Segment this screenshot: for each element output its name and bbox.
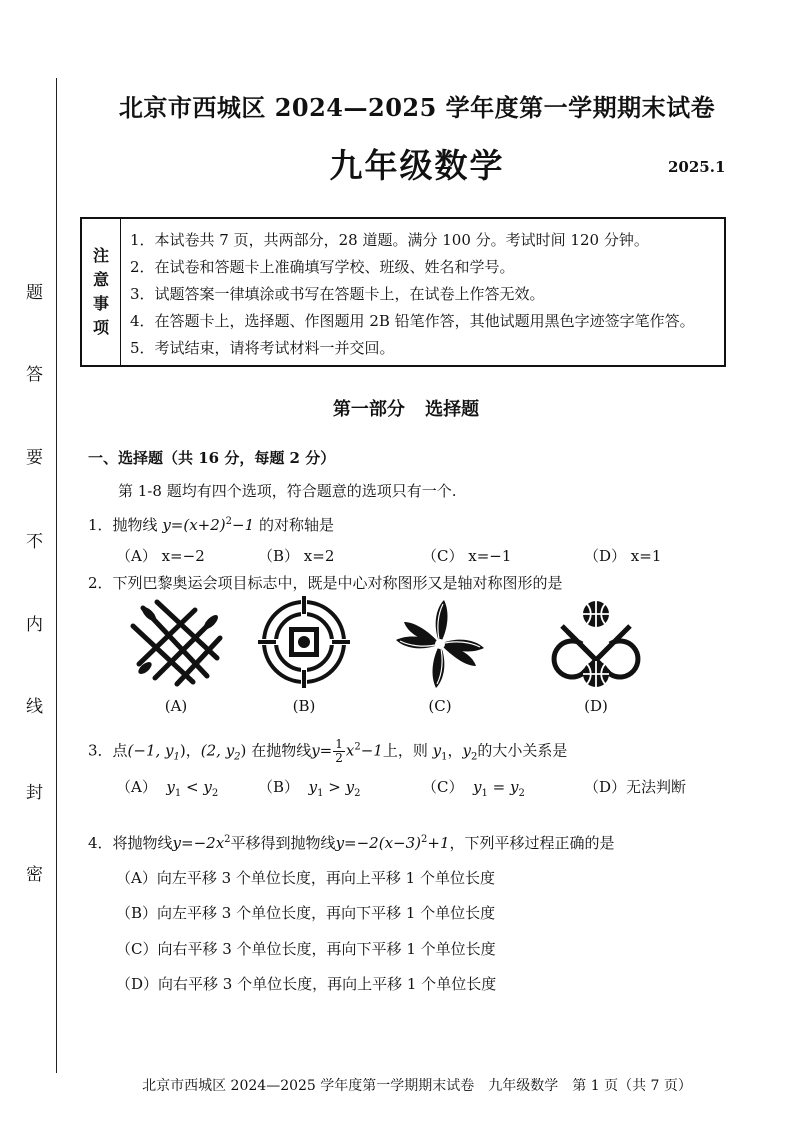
- q3-option-b-relation: >: [328, 778, 341, 796]
- q4-prefix: 4．将抛物线: [88, 834, 173, 852]
- q4-expr2: y=−2(x−3): [335, 834, 421, 852]
- q1-option-d: （D） x=1: [584, 547, 662, 565]
- sidebar-char: 不: [26, 532, 43, 552]
- q3-option-a-y1: y: [166, 778, 175, 796]
- question-1: [88, 514, 334, 535]
- notice-item: 5．考试结束，请将考试材料一并交回。: [130, 339, 395, 357]
- q4-expr2-exp: 2: [421, 834, 428, 845]
- q1-option-c: （C） x=−1: [422, 547, 512, 565]
- q3-y1-sub: 1: [441, 751, 448, 763]
- section-title: 第一部分 选择题: [332, 399, 480, 420]
- q4-option-a: （A）向左平移 3 个单位长度，再向上平移 1 个单位长度: [116, 869, 495, 887]
- q3-option-a-y2-sub: 2: [211, 788, 219, 799]
- q3-y1: y: [432, 741, 442, 760]
- q3-option-a: [116, 776, 218, 799]
- q1-expr-tail: −1: [232, 516, 255, 534]
- q3-numerator: 1: [335, 737, 343, 751]
- q3-point2-sub: 2: [234, 751, 241, 763]
- q3-option-b: [258, 776, 360, 799]
- question-4: [88, 832, 615, 853]
- q4-expr1: y=−2x: [172, 834, 225, 852]
- sidebar-char: 封: [26, 783, 43, 803]
- notice-item: 3．试题答案一律填涂或书写在答题卡上，在试卷上作答无效。: [130, 285, 545, 303]
- sidebar-char: 要: [26, 448, 43, 468]
- q3-tail: 上，则: [382, 741, 428, 760]
- q3-point1-sub: 1: [173, 751, 180, 763]
- exam-title: 北京市西城区 2024—2025 学年度第一学期期末试卷: [118, 93, 716, 122]
- part-title: 一、选择题（共 16 分，每题 2 分）: [88, 449, 336, 467]
- q3-option-a-y1-sub: 1: [174, 788, 182, 799]
- q3-point2: (2, y: [200, 741, 235, 760]
- notice-item: 2．在试卷和答题卡上准确填写学校、班级、姓名和学号。: [130, 258, 515, 276]
- logo-b-label: (B): [292, 697, 316, 715]
- notice-box: [80, 217, 726, 367]
- sidebar-char: 内: [26, 615, 43, 635]
- notice-label-char: 注: [92, 246, 109, 265]
- q3-option-b-label: （B）: [258, 778, 300, 796]
- q3-option-b-y2: y: [345, 778, 355, 796]
- q3-rhs-exp: 2: [354, 741, 361, 753]
- q3-denominator: 2: [335, 751, 343, 765]
- q4-option-c: （C）向右平移 3 个单位长度，再向下平移 1 个单位长度: [116, 940, 496, 958]
- logo-d-icon: [548, 596, 644, 692]
- q3-option-a-label: （A）: [116, 778, 157, 796]
- q3-option-c-y1: y: [473, 778, 482, 796]
- logo-c-icon: [392, 596, 488, 692]
- q4-option-b: （B）向左平移 3 个单位长度，再向下平移 1 个单位长度: [116, 904, 496, 922]
- q1-expr: y=(x+2): [162, 516, 226, 534]
- sidebar-char: 题: [26, 283, 43, 303]
- notice-label: [82, 219, 121, 365]
- logo-a-label: (A): [164, 697, 188, 715]
- notice-item: 1．本试卷共 7 页，共两部分，28 道题。满分 100 分。考试时间 120 分钟。: [130, 231, 649, 249]
- notice-label-char: 意: [92, 270, 109, 289]
- part-note: 第 1-8 题均有四个选项，符合题意的选项只有一个.: [118, 482, 457, 500]
- q3-rhs-tail: −1: [360, 741, 383, 760]
- question-2: 2．下列巴黎奥运会项目标志中，既是中心对称图形又是轴对称图形的是: [88, 574, 563, 592]
- q3-option-b-y1-sub: 1: [317, 788, 324, 799]
- q1-prefix: 1．抛物线: [88, 516, 158, 534]
- notice-item: 4．在答题卡上，选择题、作图题用 2B 铅笔作答，其他试题用黑色字迹签字笔作答。: [130, 312, 695, 330]
- sidebar-char: 线: [26, 697, 43, 717]
- q1-option-b: （B） x=2: [258, 547, 335, 565]
- q3-rhs: x: [345, 741, 355, 760]
- q3-mid: 在抛物线: [251, 741, 312, 760]
- q3-option-a-y2: y: [203, 778, 212, 796]
- q3-option-b-y1: y: [308, 778, 318, 796]
- q4-mid: 平移得到抛物线: [230, 834, 336, 852]
- binding-line: [56, 78, 57, 1073]
- q4-suffix: ，下列平移过程正确的是: [449, 834, 615, 852]
- sidebar-char: 密: [26, 865, 43, 885]
- q3-point2-end: ): [240, 741, 247, 760]
- notice-label-char: 项: [92, 318, 109, 337]
- logo-d-label: (D): [584, 697, 608, 715]
- logo-c-label: (C): [428, 697, 452, 715]
- notice-label-char: 事: [92, 294, 109, 313]
- q3-option-a-relation: <: [186, 778, 199, 796]
- q1-exp: 2: [225, 516, 233, 527]
- q3-option-c-y2-sub: 2: [518, 788, 525, 799]
- logo-b-icon: [258, 596, 350, 688]
- q1-option-a: （A） x=−2: [116, 547, 205, 565]
- q3-option-c-label: （C）: [422, 778, 464, 796]
- exam-date: 2025.1: [668, 158, 726, 176]
- q3-option-c-relation: =: [492, 778, 506, 796]
- q4-expr2-tail: +1: [427, 834, 450, 852]
- q1-suffix: 的对称轴是: [258, 516, 334, 534]
- q4-option-d: （D）向右平移 3 个单位长度，再向上平移 1 个单位长度: [116, 975, 497, 993]
- q3-lhs: y=: [311, 741, 333, 760]
- question-3: 3．点(−1, $y_1$)，(2, $y_2$) 在抛物线y= $\frac{1}{2}$ $x^2-1$上，则 $y_1$，$y_2$的大小关系是: [88, 737, 568, 765]
- exam-subject: 九年级数学: [329, 146, 505, 185]
- logo-a-icon: [125, 598, 225, 688]
- q3-option-c-y2: y: [510, 778, 519, 796]
- q3-tail2: 的大小关系是: [477, 741, 568, 760]
- q3-y2-sub: 2: [471, 751, 478, 763]
- q3-fraction: [333, 738, 345, 765]
- q4-expr1-exp: 2: [224, 834, 231, 845]
- q3-option-c-y1-sub: 1: [481, 788, 488, 799]
- q3-option-d: （D）无法判断: [584, 778, 687, 796]
- q3-y2: y: [462, 741, 472, 760]
- q3-option-b-y2-sub: 2: [354, 788, 361, 799]
- sidebar-char: 答: [26, 365, 43, 385]
- q3-point1: (−1, y: [127, 741, 174, 760]
- page-footer: 北京市西城区 2024—2025 学年度第一学期期末试卷 九年级数学 第 1 页（共 7 页）: [142, 1078, 692, 1094]
- q3-option-c: [422, 776, 525, 799]
- q3-prefix: 3．点: [88, 741, 128, 760]
- q3-point1-end: )，: [179, 741, 201, 760]
